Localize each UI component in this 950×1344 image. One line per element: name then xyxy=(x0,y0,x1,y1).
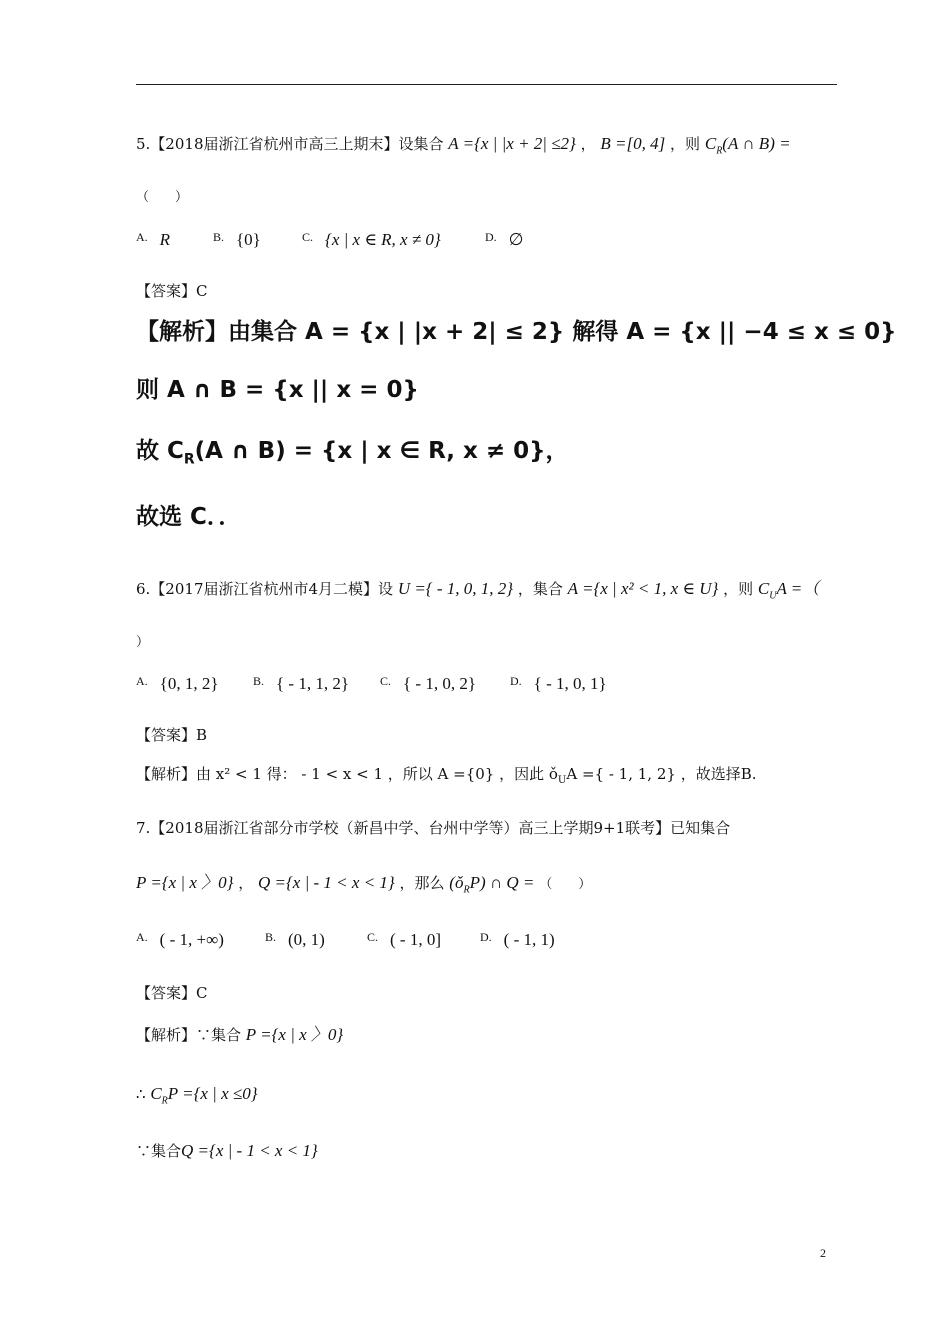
q7-option-d: $^{D.}$ ( - 1, 1) xyxy=(480,930,555,949)
q7-sets: P ={x | x 〉0} ， Q ={x | - 1 < x < 1} ，那么 $(ǒ_RP)$ ∩ Q = （ ） xyxy=(136,873,592,896)
q7-option-b: $^{B.}$ (0, 1) xyxy=(265,930,325,949)
q5-option-b: $^{B.}$ {0} xyxy=(213,230,261,249)
q6-expr: $C_UA$ =（ xyxy=(757,579,820,602)
header-rule xyxy=(136,84,837,85)
q6-option-d: $^{D.}$ { - 1, 0, 1} xyxy=(510,674,607,693)
q7-analysis-2: ∴ $C_RP =\{x$ | x ≤0} xyxy=(136,1084,258,1107)
q7-set-q: Q ={x | - 1 < x < 1} xyxy=(258,873,395,892)
q6-set-u: U ={ - 1, 0, 1, 2} xyxy=(397,579,514,598)
q7-option-a: $^{A.}$ ( - 1, +∞) xyxy=(136,930,224,949)
q5-stem: 5.【2018届浙江省杭州市高三上期末】设集合 A ={x | |x + 2| ≤2} ， B =[0, 4] ，则 $C_R(A$ ∩ B) = xyxy=(136,134,791,157)
q5-stem-text: 5.【2018届浙江省杭州市高三上期末】设集合 xyxy=(136,135,444,153)
q5-set-a: A ={x | |x + 2| ≤2} xyxy=(448,134,576,153)
q5-analysis-1: 【解析】由集合 A = {x | |x + 2| ≤ 2} 解得 A = {x || −4 ≤ x ≤ 0} xyxy=(136,319,897,345)
q7-set-p: P ={x | x 〉0} xyxy=(136,873,234,892)
q5-paren: （ ） xyxy=(136,190,189,205)
q6-option-a: $^{A.}$ {0, 1, 2} xyxy=(136,674,219,693)
q5-analysis-2: 则 A ∩ B = {x || x = 0} xyxy=(136,377,419,403)
q7-analysis-3: ∵集合Q ={x | - 1 < x < 1} xyxy=(136,1141,318,1160)
q6-answer: 【答案】B xyxy=(136,726,208,744)
q7-analysis-1: 【解析】∵集合 P ={x | x 〉0} xyxy=(136,1025,344,1044)
q7-answer: 【答案】C xyxy=(136,984,208,1002)
q5-analysis-4: 故选 C．． xyxy=(136,504,242,530)
q6-option-c: $^{C.}$ { - 1, 0, 2} xyxy=(380,674,476,693)
q6-option-b: $^{B.}$ { - 1, 1, 2} xyxy=(253,674,349,693)
q5-option-d: $^{D.}$ ∅ xyxy=(485,230,524,249)
q7-stem: 7.【2018届浙江省部分市学校（新昌中学、台州中学等）高三上学期9+1联考】已知集合 xyxy=(136,819,731,837)
q5-option-a: $^{A.}$ R xyxy=(136,230,171,249)
page-number: 2 xyxy=(820,1246,826,1260)
q7-expr: $(ǒ_RP)$ ∩ Q = xyxy=(449,873,535,896)
q6-set-a: A ={x | x² < 1, x ∈ U} xyxy=(567,579,719,598)
q5-set-b: B =[0, 4] xyxy=(600,134,666,153)
q5-analysis-3: 故 $C_R(A$ ∩ B) = {x | x ∈ R, x ≠ 0}， xyxy=(136,438,569,468)
q5-expr: $C_R(A$ ∩ B) = xyxy=(704,134,791,157)
q5-option-c: $^{C.}$ {x | x ∈ R, x ≠ 0} xyxy=(302,230,441,249)
q6-paren: ） xyxy=(136,635,150,650)
q6-analysis: 【解析】由 x² < 1 得： - 1 < x < 1 ，所以 A ={0} ，因此 $ǒ_UA$ ={ - 1, 1, 2} ，故选择B. xyxy=(136,765,757,786)
q5-answer: 【答案】C xyxy=(136,282,208,300)
q7-option-c: $^{C.}$ ( - 1, 0] xyxy=(367,930,441,949)
q6-stem: 6.【2017届浙江省杭州市4月二模】设 U ={ - 1, 0, 1, 2} ，集合 A ={x | x² < 1, x ∈ U} ，则 $C_UA$ =（ xyxy=(136,579,820,602)
